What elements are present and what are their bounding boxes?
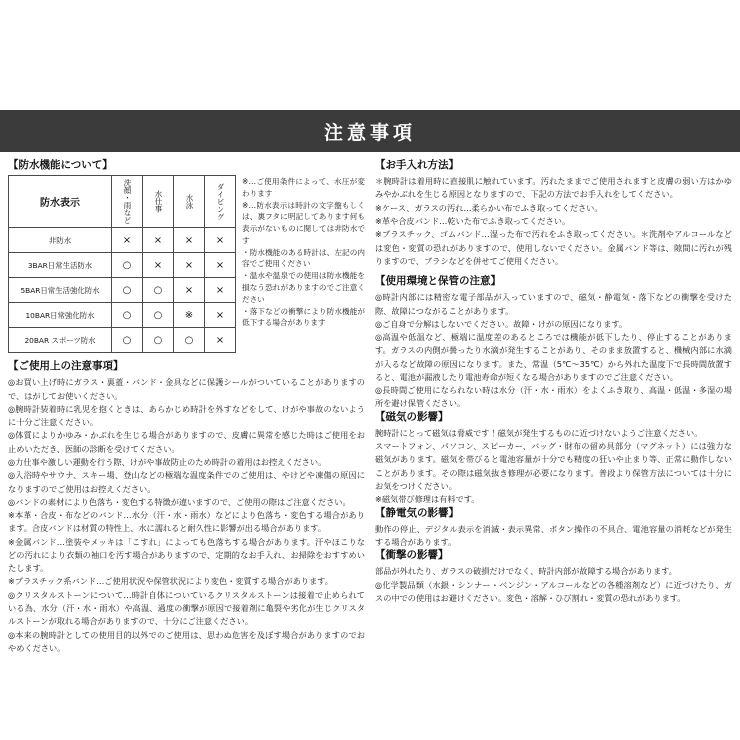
impact-paragraph: ◎化学製品類（水銀・シンナー・ベンジン・アルコールなどの各種溶剤など）に近づけたり、ガスの中での使用はお避けください。変色・溶解・ひび割れ・変質の恐れがあります。 [375, 579, 732, 603]
table-cell-mark: × [174, 228, 205, 253]
care-method-paragraph: ※ケース、ガラスの汚れ…柔らかい布でふき取ってください。 [375, 202, 603, 213]
impact-heading: 【衝撃の影響】 [375, 549, 449, 562]
impact-paragraph: 部品が外れたり、ガラスの破損だけでなく、時計内部が故障する場合があります。 [375, 566, 677, 577]
environment-storage-paragraph: ◎ご自身で分解はしないでください。故障・けがの原因になります。 [375, 318, 628, 329]
usage-precautions-paragraph: ※金属バンド…塗装やメッキは「こすれ」によっても色落ちする場合があります。汗やほこりなどの汚れにより衣類の袖口を汚す場合がありますので、定期的なお手入れ、お掃除をおすすめいたします。 [8, 536, 365, 574]
table-header-row [9, 176, 236, 228]
table-cell-mark: ○ [112, 328, 143, 353]
table-row-name: 5BAR日常生活強化防水 [9, 278, 112, 303]
usage-precautions-heading: 【ご使用上の注意事項】 [8, 360, 124, 373]
table-cell-mark: ※ [174, 303, 205, 328]
usage-precautions-paragraph: ※本革・合皮・布などのバンド…水分（汗・水・雨水）などにより色落ち・変色する場合があります。合皮バンドは材質の特性上、水に濡れると耐久性に影響が出る場合があります。 [8, 510, 365, 534]
waterproof-table-block [8, 175, 365, 353]
table-cell-mark: ○ [112, 253, 143, 278]
table-header-label: 防水表示 [9, 176, 112, 228]
table-cell-mark: × [174, 278, 205, 303]
environment-storage-paragraph: ◎時計内部には精密な電子部品が入っていますので、磁気・静電気・落下などの衝撃を受けた際、故障につながることがあります。 [375, 292, 732, 316]
usage-precautions-paragraph: ◎力仕事や激しい運動を行う際、けがや事故防止のため時計の着用はお控えください。 [8, 456, 327, 467]
table-row-name: 20BAR スポーツ防水 [9, 328, 112, 353]
usage-precautions-paragraph: ◎本来の腕時計としての使用目的以外でのご使用は、思わぬ危害を及ぼす場合がありますのでおやめください。 [8, 629, 365, 653]
table-row [9, 303, 236, 328]
waterproof-heading: 【防水機能について】 [8, 159, 113, 171]
environment-storage-paragraph: ◎高温や低温など、極端に温度差のあるところでは機能が低下したり、停止することがあります。ガラスの内側が曇ったり水滴が発生することがあり、そのまま放置すると、機械内部に水滴が入るなど故障の原因になります。また、常温（5℃～35℃）から外れた温度下で長時間放置すると、電池が漏液したり電池寿命が短くなる場合がありますのでご注意ください。 [375, 332, 732, 382]
usage-precautions-paragraph: ◎お買い上げ時にガラス・裏蓋・バンド・金具などに保護シールがついていることがありますので、はがしてお使いください。 [8, 377, 365, 401]
care-method-paragraph: ＊腕時計は着用時に直接肌に触れています。汚れたままでご使用されますと皮膚の弱い方はかゆみやかぶれを生じる原因となりますので、下記の方法でお手入れをしてください。 [375, 176, 732, 200]
usage-precautions-paragraph: ◎クリスタルストーンについて…時計自体についているクリスタルストーンは接着で止められている為、水分（汗・水・雨水）や高温、過度の衝撃が原因で接着剤に亀裂や劣化が生じクリスタルストーンが取れる場合がありますので、十分にご注意ください。 [8, 589, 365, 627]
table-cell-mark: × [143, 228, 174, 253]
waterproof-note: ・温水や温泉での使用は防水機能を損なう恐れがありますのでご注意ください [242, 271, 365, 304]
table-cell-mark: ○ [112, 303, 143, 328]
care-method-heading: 【お手入れ方法】 [375, 159, 459, 171]
table-cell-mark: ○ [143, 328, 174, 353]
table-cell-mark: ○ [143, 278, 174, 303]
table-header-col-3-label: ダイビング [215, 182, 225, 221]
table-cell-mark: ○ [174, 328, 205, 353]
table-cell-mark: × [205, 278, 236, 303]
table-cell-mark: × [112, 228, 143, 253]
table-row [9, 278, 236, 303]
top-whitespace [0, 0, 740, 110]
magnetism-paragraph: 腕時計にとって磁気は脅威です！磁気が発生するものに近づけないようご注意ください。 [375, 427, 703, 438]
left-column [8, 159, 365, 655]
static-electricity-heading: 【静電気の影響】 [375, 506, 459, 519]
magnetism-paragraph: ※磁気帯び修理は有料です。 [375, 494, 480, 505]
static-electricity-paragraph: 動作の停止、デジタル表示を消滅・表示異常、ボタン操作の不具合、電池容量の消耗などが発生する場合があります。 [375, 523, 732, 547]
table-header-col-1-label: 水仕事 [153, 190, 163, 213]
table-row-name: 10BAR日常強化防水 [9, 303, 112, 328]
waterproof-notes [242, 175, 365, 329]
usage-precautions-paragraph: ◎入浴時やサウナ、スキー場、登山などの極端な温度条件でのご使用は、やけどや凍傷の原因になりますのでご使用はお控えください。 [8, 470, 365, 494]
table-cell-mark: × [205, 303, 236, 328]
content-columns [0, 152, 740, 655]
waterproof-note: ・防水機能のある時計は、左記の内容でご使用ください [242, 247, 365, 269]
care-method-paragraph: ※革や合皮バンド…乾いた布でふき取ってください。 [375, 215, 571, 226]
usage-precautions-paragraph: ◎体質によりかゆみ・かぶれを生じる場合がありますので、皮膚に異常を感じた時はご使用をお止めいただき、医師の診断を受けてください。 [8, 430, 365, 454]
page-title: 注意事項 [323, 121, 416, 144]
usage-precautions-paragraph: ◎バンドの素材により色落ち・変色する特徴が違いますので、ご使用の際はご注意ください。 [8, 496, 351, 507]
table-cell-mark: ○ [112, 278, 143, 303]
table-header-col-2-label: 水泳 [184, 194, 194, 210]
waterproof-table [8, 175, 236, 353]
waterproof-note: ・落下などの衝撃により防水機能が低下する場合があります [242, 306, 365, 328]
waterproof-note: ※…ご使用条件によって、水圧が変わります [242, 177, 365, 198]
table-row [9, 328, 236, 353]
table-cell-mark: × [205, 253, 236, 278]
table-header-col-0-label: 洗顔・雨など [122, 179, 132, 225]
document-banner [0, 110, 740, 152]
table-cell-mark: × [205, 328, 236, 353]
waterproof-note: ※…防水表示は時計の文字盤もしくは、裏フタに明記してあります何も表示がないものに関しては非防水です [242, 200, 365, 245]
magnetism-heading: 【磁気の影響】 [375, 410, 449, 423]
table-row [9, 228, 236, 253]
table-cell-mark: × [174, 253, 205, 278]
table-cell-mark: ○ [143, 303, 174, 328]
right-column [375, 159, 732, 655]
table-cell-mark: × [143, 253, 174, 278]
usage-precautions-paragraph: ※プラスチック系バンド…ご使用状況や保管状況により変色・変質する場合があります。 [8, 576, 333, 587]
table-row-name: 3BAR日常生活防水 [9, 253, 112, 278]
table-cell-mark: × [205, 228, 236, 253]
table-header-col-2 [174, 176, 205, 228]
usage-precautions-paragraph: ◎腕時計装着時に乳児を抱くときは、あらかじめ時計を外すなどをして、けがや事故のないように十分ご注意ください。 [8, 403, 365, 428]
environment-storage-paragraph: ◎長時間ご使用になられない時は水分（汗・水・雨水）をよくふき取り、高温・低温・多湿の場所を避け保管ください。 [375, 385, 732, 409]
table-row [9, 253, 236, 278]
environment-storage-heading: 【使用環境と保管の注意】 [375, 275, 501, 288]
magnetism-paragraph: スマートフォン、パソコン、スピーカー、バッグ・財布の留め具部分（マグネット）には強力な磁気があります。磁気を帯びると電池容量が十分でも精度の狂いや止まり等、正常に動作しないことがあります。その際は磁気抜き修理が必要になります。普段より保管方法については十分にお気をつけください。 [375, 441, 732, 491]
table-header-col-3 [205, 176, 236, 228]
table-header-col-1 [143, 176, 174, 228]
care-method-paragraph: ※プラスチック、ゴムバンド…湿った布で汚れをふき取ってください。＊洗剤やアルコールなどは変色・変質の恐れがありますので、使用しないでください。金属バンド等は、隙間に汚れが残りますので、ブラシなどを併せてご使用ください。 [375, 229, 732, 266]
table-header-col-0 [112, 176, 143, 228]
table-row-name: 非防水 [9, 228, 112, 253]
